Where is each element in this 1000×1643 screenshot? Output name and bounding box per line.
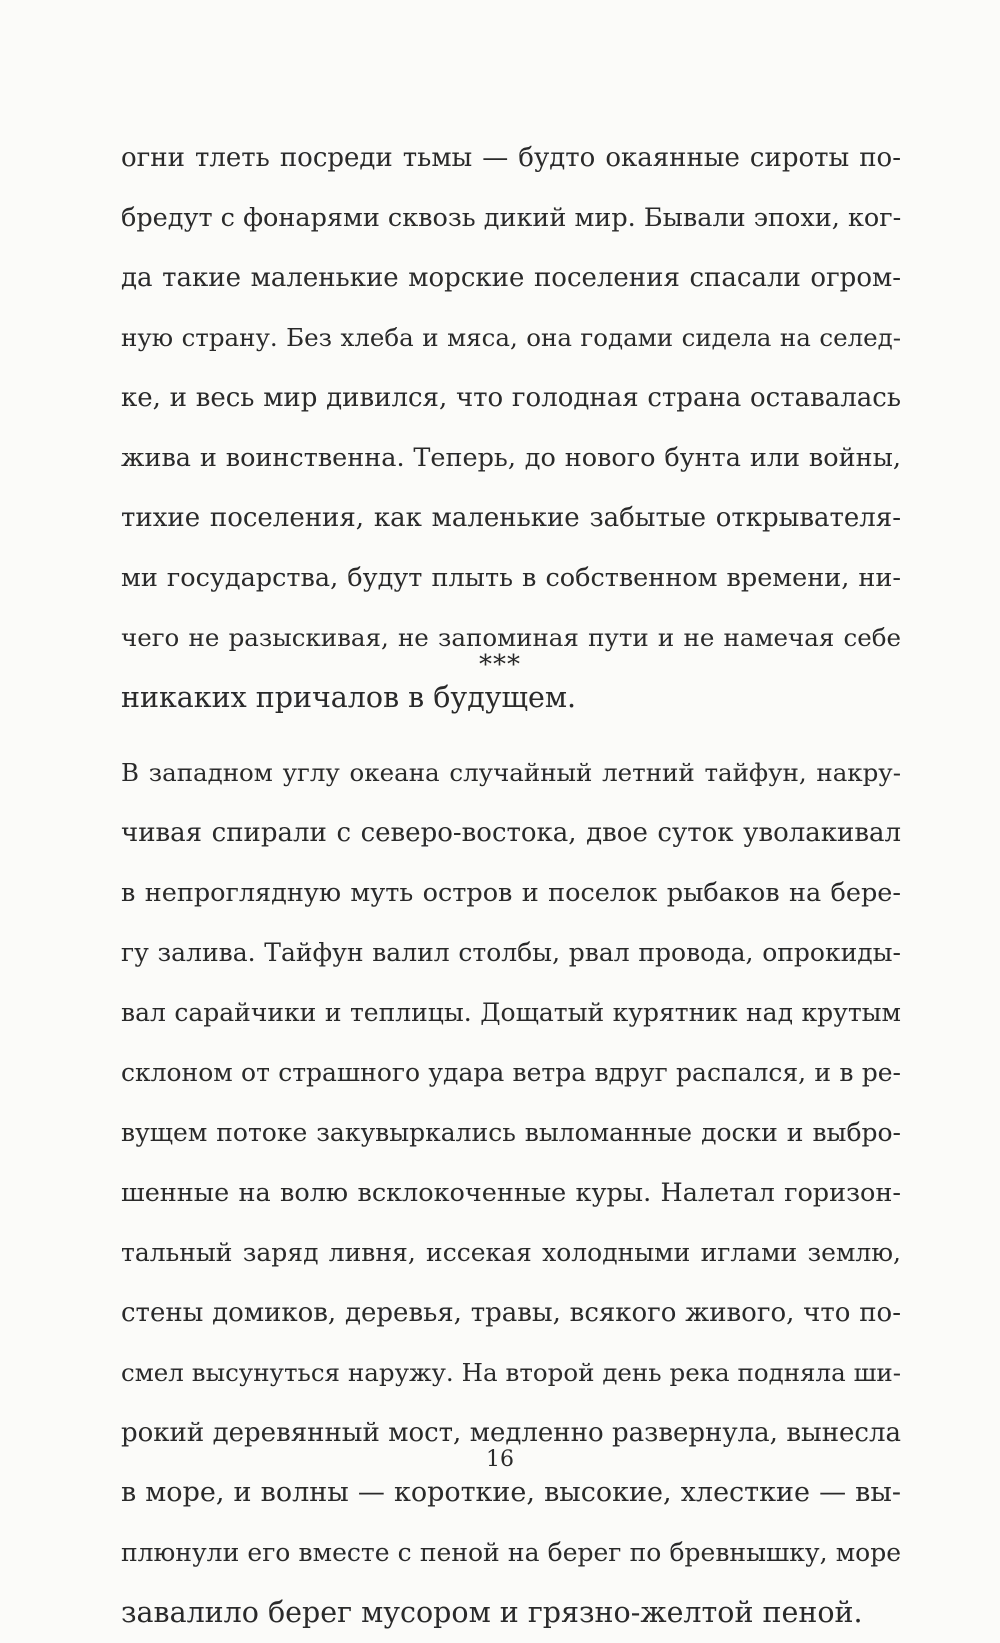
text-line: тихие поселения, как маленькие забытые открывателя- [121,503,901,533]
text-line: чего не разыскивая, не запоминая пути и не намечая себе [121,623,901,652]
text-line: ми государства, будут плыть в собственном времени, ни- [121,563,901,593]
section-separator: *** [479,650,521,680]
paragraph-1 [121,128,901,728]
page-number: 16 [486,1447,514,1472]
text-line: тальный заряд ливня, иссекая холодными иглами землю, [121,1238,901,1267]
text-line: стены домиков, деревья, травы, всякого живого, что по- [121,1298,901,1328]
text-line: чивая спирали с северо-востока, двое суток уволакивал [121,818,901,848]
text-line: вал сарайчики и теплицы. Дощатый курятник над крутым [121,998,901,1027]
text-line: никаких причалов в будущем. [121,681,577,714]
text-line: ную страну. Без хлеба и мяса, она годами сидела на селед- [121,323,901,352]
text-line: рокий деревянный мост, медленно развернула, вынесла [121,1418,901,1448]
text-line: жива и воинственна. Теперь, до нового бунта или войны, [121,443,901,473]
text-line: гу залива. Тайфун валил столбы, рвал провода, опрокиды- [121,938,901,967]
text-line: да такие маленькие морские поселения спасали огром- [121,263,901,293]
text-line: плюнули его вместе с пеной на берег по бревнышку, море [121,1538,901,1567]
text-line: в непроглядную муть остров и поселок рыбаков на бере- [121,878,901,908]
text-line: шенные на волю всклокоченные куры. Налетал горизон- [121,1178,901,1208]
text-line: смел высунуться наружу. На второй день река подняла ши- [121,1358,901,1387]
paragraph-2 [121,743,901,1643]
text-line: бредут с фонарями сквозь дикий мир. Бывали эпохи, ког- [121,203,902,233]
text-line: склоном от страшного удара ветра вдруг распался, и в ре- [121,1058,901,1087]
text-line: завалило берег мусором и грязно-желтой пеной. [121,1596,863,1629]
text-line: в море, и волны — короткие, высокие, хлесткие — вы- [121,1477,901,1508]
text-line: ке, и весь мир дивился, что голодная страна оставалась [121,383,901,413]
text-line: огни тлеть посреди тьмы — будто окаянные сироты по- [121,143,901,173]
text-line: В западном углу океана случайный летний тайфун, накру- [121,758,901,787]
text-line: вущем потоке закувыркались выломанные доски и выбро- [121,1118,901,1147]
